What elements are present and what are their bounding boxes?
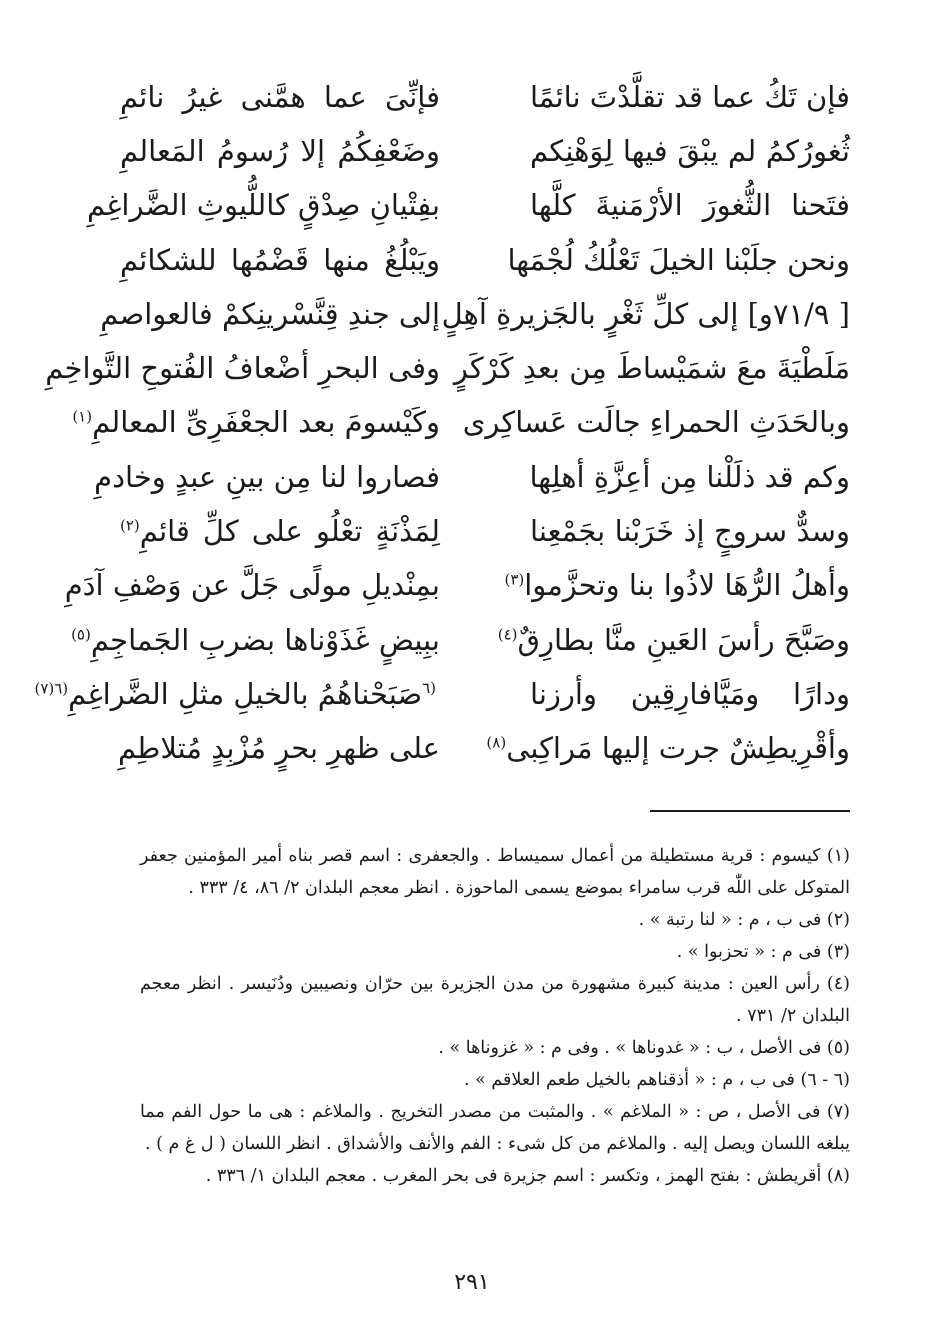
verse bbox=[72, 396, 850, 450]
verse-left-hemistich: ببِيضٍ غَذَوْناها بضربِ الجَماجِمِ$^{(٥)}$ bbox=[71, 622, 440, 657]
verse-left-hemistich: فصاروا لنا مِن بينِ عبدٍ وخادمِ bbox=[94, 459, 440, 494]
verse-right-hemistich: وبالحَدَثِ الحمراءِ جالَت عَساكِرى bbox=[462, 405, 850, 440]
footnote-reference[interactable]: (٤) bbox=[497, 624, 518, 643]
footnote-reference[interactable]: (٦(٧) bbox=[34, 679, 69, 698]
footnote-reference[interactable]: (٨) bbox=[486, 733, 507, 752]
footnote: (٧) فى الأصل ، ص : « الملاغم » . والمثبت من مصدر التخريج . والملاغم : هى ما حول الفم مما يبلغه اللسان ويصل إليه . والملاغم من كل شىء : الفم والأنف والأشداق . انظر اللسان ( ل غ م ) . bbox=[140, 1102, 850, 1154]
footnote-reference[interactable]: (٢) bbox=[120, 516, 140, 535]
verse-right-hemistich: وأهلُ الرُّهَا لاذُوا بنا وتحزَّموا$^{(٣)}$ bbox=[504, 568, 850, 603]
footnote: (١) كيسوم : قرية مستطيلة من أعمال سميساط . والجعفرى : اسم قصر بناه أمير المؤمنين جعفر المتوكل على اللّٰه قرب سامراء بموضع يسمى الماحوزة . انظر معجم البلدان ٢/ ٨٦، ٤/ ٣٣٣ . bbox=[140, 846, 850, 898]
verse bbox=[34, 667, 850, 721]
footnote: (٨) أقريطش : بفتح الهمز ، وتكسر : اسم جزيرة فى بحر المغرب . معجم البلدان ١/ ٣٣٦ . bbox=[205, 1166, 850, 1186]
verse bbox=[71, 613, 850, 667]
verse bbox=[100, 287, 850, 341]
footnotes bbox=[140, 840, 850, 1192]
verse-left-hemistich: بمِنْديلِ مولًى جَلَّ عن وَصْفِ آدَمِ bbox=[64, 568, 440, 603]
footnote: (٥) فى الأصل ، ب : « غدوناها » . وفى م : « غزوناها » . bbox=[438, 1038, 850, 1058]
verse bbox=[120, 722, 850, 776]
verse-left-hemistich: وكَيْسومَ بعد الجعْفَرِىِّ المعالمِ$^{(١)}$ bbox=[72, 405, 440, 440]
verse bbox=[120, 70, 850, 124]
verse-right-hemistich: فتَحنا الثُّغورَ الأرْمَنيةَ كلَّها bbox=[530, 188, 850, 223]
footnote-reference[interactable]: (٣) bbox=[504, 570, 525, 589]
verse-right-hemistich: فإن تَكُ عما قد تقلَّدْتَ نائمًا bbox=[529, 79, 850, 114]
verse-left-hemistich: وفى البحرِ أضْعافُ الفُتوحِ التَّواخِمِ bbox=[45, 351, 440, 386]
footnote-reference[interactable]: (٥) bbox=[71, 624, 91, 643]
verse bbox=[94, 450, 850, 504]
verse-left-hemistich: لِمَذْنَةٍ تعْلُو على كلِّ قائمِ$^{(٢)}$ bbox=[120, 514, 440, 549]
footnote: (٤) رأس العين : مدينة كبيرة مشهورة من مدن الجزيرة بين حرّان ونصيبين ودُنَيسر . انظر معجم البلدان ٢/ ٧٣١ . bbox=[140, 974, 850, 1026]
verse-right-hemistich: وسدٌّ سروجٍ إذ خَرَبْنا بجَمْعِنا bbox=[530, 514, 850, 549]
verse-right-hemistich: ودارًا ومَيَّافارِقِين وأرزنا bbox=[530, 676, 850, 711]
verse bbox=[120, 504, 850, 558]
verse bbox=[64, 559, 850, 613]
verse-right-hemistich: مَلَطْيَةَ معَ شمَيْساطَ مِن بعدِ كَرْكَرٍ bbox=[453, 351, 850, 386]
verse-left-hemistich: على ظهرِ بحرٍ مُزْبِدٍ مُتلاطِمِ bbox=[118, 731, 440, 766]
verse bbox=[120, 233, 850, 287]
footnote-reference[interactable]: (٦ bbox=[422, 679, 436, 698]
verse-left-hemistich: ويَبْلُغُ منها قَضْمُها للشكائمِ bbox=[120, 242, 440, 277]
footnote-reference[interactable]: (١) bbox=[72, 407, 93, 426]
footnote-separator bbox=[650, 810, 850, 812]
verse-right-hemistich: ونحن جلَبْنا الخيلَ تَعْلُكُ لُجْمَها bbox=[507, 242, 850, 277]
verse-left-hemistich: إلى جندِ قِنَّسْرينِكمْ فالعواصمِ bbox=[100, 296, 440, 331]
verse-left-hemistich: بفِتْيانِ صِدْقٍ كاللُّيوثِ الضَّراغِمِ bbox=[86, 188, 440, 223]
verse-left-hemistich: وضَعْفِكُمُ إلا رُسومُ المَعالمِ bbox=[120, 133, 440, 168]
verse bbox=[120, 124, 850, 178]
verse-left-hemistich: فإنِّىَ عما همَّنى غيرُ نائمِ bbox=[120, 79, 440, 114]
footnote: (٦ - ٦) فى ب ، م : « أذقناهم بالخيل طعم العلاقم » . bbox=[463, 1070, 850, 1090]
verse bbox=[86, 179, 850, 233]
verse-right-hemistich: وصَبَّحَ رأسَ العَينِ منَّا بطارِقٌ$^{(٤)}$ bbox=[497, 622, 850, 657]
page-number: ٢٩١ bbox=[454, 1270, 490, 1295]
verse-right-hemistich: ثُغورُكمُ لم يبْقَ فيها لِوَهْنِكم bbox=[530, 133, 850, 168]
footnote: (٣) فى م : « تحزبوا » . bbox=[676, 942, 850, 962]
verse-right-hemistich: وكم قد ذلَلْنا مِن أعِزَّةِ أهلِها bbox=[529, 459, 850, 494]
footnote: (٢) فى ب ، م : « لنا رتبة » . bbox=[638, 910, 850, 930]
verse-right-hemistich: وأقْرِيطِشٌ جرت إليها مَراكِبى$^{(٨)}$ bbox=[486, 731, 850, 766]
verse bbox=[45, 341, 850, 395]
verse-left-hemistich: $^{(٦}$صَبَحْناهُمُ بالخيلِ مثلِ الضَّراغِمِ$^{(٦(٧)}$ bbox=[34, 676, 436, 711]
verse-right-hemistich: [ ٧١/٩و] إلى كلِّ ثَغْرٍ بالجَزيرةِ آهِلٍ bbox=[441, 296, 850, 331]
poem bbox=[34, 70, 850, 776]
